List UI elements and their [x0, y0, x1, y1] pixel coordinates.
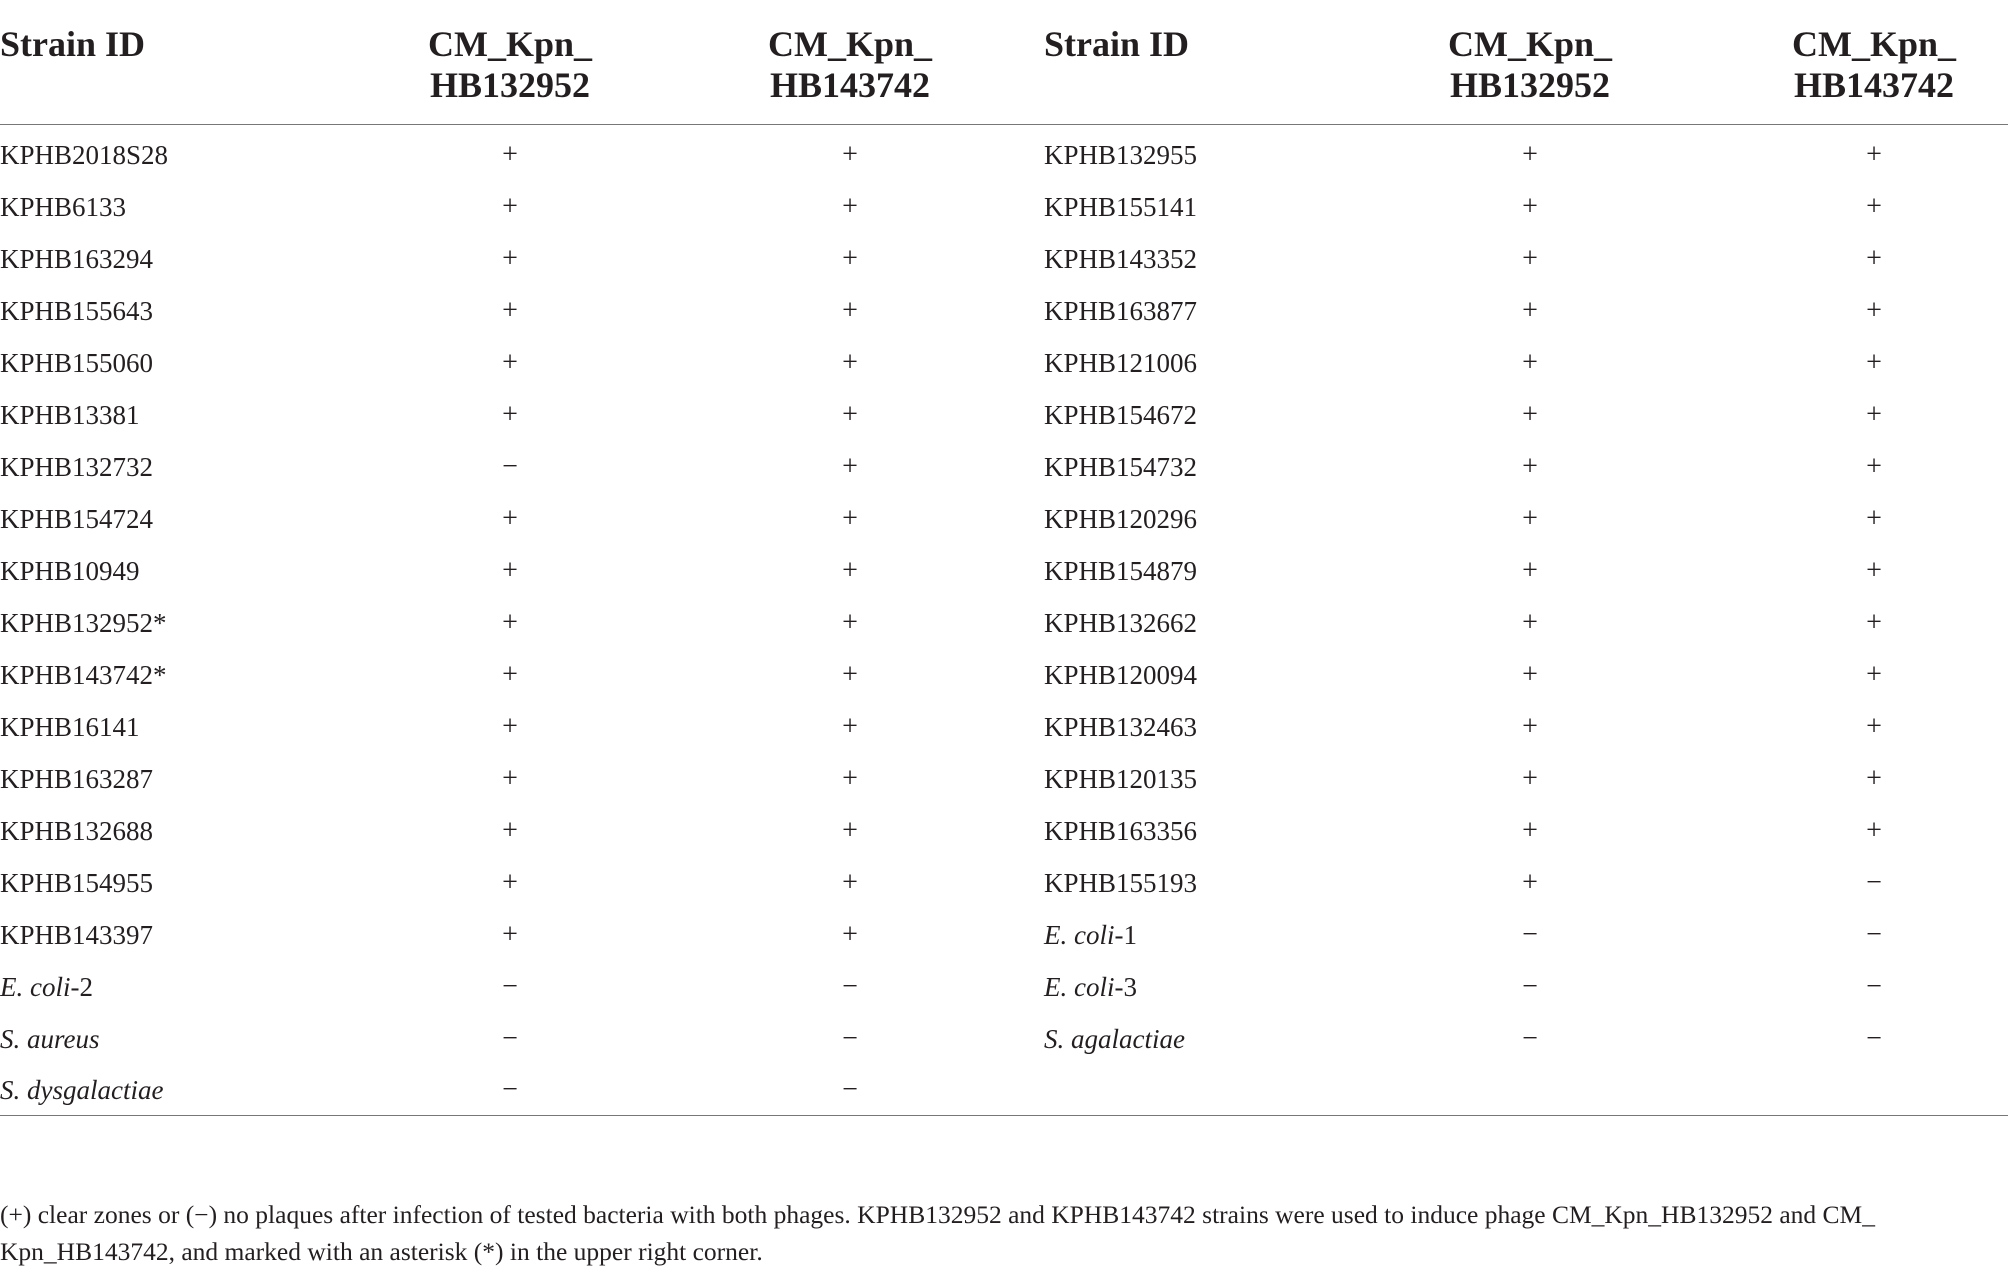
strain-id-text: KPHB163356 — [1044, 815, 1198, 846]
table-row — [0, 493, 2008, 545]
result-hb132952-left: + — [502, 503, 518, 534]
table-header — [0, 0, 2008, 125]
result-hb143742-right: + — [1866, 191, 1882, 222]
r-strain-id-cell — [1020, 285, 1360, 337]
l-strain-id-cell — [0, 1065, 340, 1116]
strain-id-text: KPHB132662 — [1044, 607, 1198, 638]
l-strain-id-cell — [0, 909, 340, 961]
l-strain-id-cell — [0, 961, 340, 1013]
header-phage-hb132952-right: CM_Kpn_ HB132952 — [1360, 0, 1700, 125]
l-strain-id-cell — [0, 597, 340, 649]
strain-species-name: E. coli — [0, 971, 71, 1002]
header-strain-id-right: Strain ID — [1020, 0, 1360, 125]
table-row — [0, 545, 2008, 597]
l-strain-id-cell — [0, 441, 340, 493]
result-hb143742-right: + — [1866, 347, 1882, 378]
table-row — [0, 125, 2008, 182]
l-strain-id-cell — [0, 805, 340, 857]
result-hb143742-right: + — [1866, 763, 1882, 794]
table-row — [0, 1013, 2008, 1065]
result-hb132952-left: + — [502, 815, 518, 846]
table-row — [0, 441, 2008, 493]
strain-id-text: KPHB154672 — [1044, 399, 1198, 430]
result-hb143742-left: + — [842, 919, 858, 950]
result-hb143742-left: + — [842, 347, 858, 378]
result-hb143742-left: + — [842, 867, 858, 898]
table-row — [0, 805, 2008, 857]
strain-id-text: KPHB154955 — [0, 867, 154, 898]
table-row — [0, 285, 2008, 337]
table-row — [0, 961, 2008, 1013]
strain-suffix: -3 — [1114, 971, 1137, 1002]
result-hb143742-left: + — [842, 763, 858, 794]
strain-id-text: KPHB155643 — [0, 295, 154, 326]
table-row — [0, 1065, 2008, 1116]
table-row — [0, 181, 2008, 233]
footnote-line-1: (+) clear zones or (−) no plaques after infection of tested bacteria with both phages. KPHB132952 and KPHB143742 strains were used to induce phage CM_Kpn_HB132952 and CM_ — [0, 1200, 1875, 1229]
l-strain-id-cell — [0, 1013, 340, 1065]
result-hb132952-left: − — [340, 1065, 680, 1116]
result-hb132952-left: + — [502, 399, 518, 430]
result-hb132952-right: − — [1522, 1023, 1538, 1054]
strain-id-text: KPHB132688 — [0, 815, 154, 846]
table-body — [0, 125, 2008, 1116]
result-hb132952-left: − — [502, 1023, 518, 1054]
r-strain-id-cell — [1020, 545, 1360, 597]
result-hb143742-left: + — [842, 711, 858, 742]
r-strain-id-cell — [1020, 649, 1360, 701]
strain-id-text: KPHB154724 — [0, 503, 154, 534]
strain-species-name: S. dysgalactiae — [0, 1074, 164, 1105]
result-hb143742-right: − — [1866, 971, 1882, 1002]
strain-id-text: KPHB120135 — [1044, 763, 1198, 794]
result-hb143742-left: + — [842, 815, 858, 846]
result-hb132952-right: + — [1522, 763, 1538, 794]
result-hb143742-left: + — [842, 191, 858, 222]
l-strain-id-cell — [0, 389, 340, 441]
r-strain-id-cell — [1020, 805, 1360, 857]
result-hb143742-right: + — [1866, 607, 1882, 638]
result-hb143742-right: + — [1866, 399, 1882, 430]
result-hb143742-left: + — [842, 607, 858, 638]
l-strain-id-cell — [0, 649, 340, 701]
r-strain-id-cell — [1020, 337, 1360, 389]
table-row — [0, 857, 2008, 909]
result-hb143742-left: − — [842, 1023, 858, 1054]
result-hb132952-left: + — [502, 191, 518, 222]
result-hb132952-left: + — [502, 659, 518, 690]
result-hb132952-right: + — [1522, 867, 1538, 898]
result-hb132952-left: + — [502, 347, 518, 378]
result-hb143742-right: + — [1866, 139, 1882, 170]
strain-id-text: KPHB10949 — [0, 555, 140, 586]
result-hb132952-left: + — [502, 867, 518, 898]
result-hb132952-right: + — [1522, 191, 1538, 222]
strain-species-name: E. coli — [1044, 919, 1115, 950]
strain-suffix: -2 — [70, 971, 93, 1002]
l-strain-id-cell — [0, 337, 340, 389]
result-hb132952-right: + — [1522, 139, 1538, 170]
strain-species-name: S. agalactiae — [1044, 1023, 1185, 1054]
r-strain-id-cell — [1020, 1013, 1360, 1065]
result-hb143742-right: + — [1866, 555, 1882, 586]
table-footnote — [0, 1196, 2000, 1270]
result-hb143742-left: + — [842, 295, 858, 326]
r-strain-id-cell — [1020, 597, 1360, 649]
strain-id-text: KPHB6133 — [0, 191, 127, 222]
result-hb132952-right: + — [1522, 555, 1538, 586]
strain-id-text: KPHB13381 — [0, 399, 140, 430]
table-row — [0, 753, 2008, 805]
strain-id-text: KPHB132952* — [0, 607, 167, 638]
l-strain-id-cell — [0, 233, 340, 285]
strain-id-text: KPHB143742* — [0, 659, 167, 690]
l-strain-id-cell — [0, 857, 340, 909]
l-strain-id-cell — [0, 493, 340, 545]
r-strain-id-cell — [1020, 909, 1360, 961]
r-strain-id-cell — [1020, 389, 1360, 441]
strain-id-text: KPHB155141 — [1044, 191, 1198, 222]
table-row — [0, 337, 2008, 389]
result-hb143742-right: + — [1866, 711, 1882, 742]
result-hb132952-left: + — [502, 243, 518, 274]
result-hb132952-right: + — [1522, 659, 1538, 690]
strain-id-text: KPHB155060 — [0, 347, 154, 378]
result-hb132952-left: + — [502, 555, 518, 586]
result-hb132952-left: + — [502, 763, 518, 794]
table-row — [0, 909, 2008, 961]
r-strain-id-cell — [1020, 701, 1360, 753]
result-hb143742-left: − — [842, 971, 858, 1002]
result-hb143742-left: + — [842, 399, 858, 430]
r-strain-id-cell — [1020, 753, 1360, 805]
result-hb132952-right: + — [1522, 243, 1538, 274]
result-hb132952-left: + — [502, 919, 518, 950]
result-hb132952-left: − — [502, 971, 518, 1002]
strain-id-text: KPHB143352 — [1044, 243, 1198, 274]
strain-id-text: KPHB155193 — [1044, 867, 1198, 898]
result-hb132952-right: − — [1522, 919, 1538, 950]
result-hb132952-right: + — [1522, 503, 1538, 534]
header-phage-hb132952-left: CM_Kpn_ HB132952 — [340, 0, 680, 125]
strain-id-text: KPHB120296 — [1044, 503, 1198, 534]
strain-id-text: KPHB154732 — [1044, 451, 1198, 482]
table-row — [0, 389, 2008, 441]
strain-id-text: KPHB121006 — [1044, 347, 1198, 378]
result-hb132952-right: + — [1522, 451, 1538, 482]
r-strain-id-cell — [1020, 857, 1360, 909]
r-strain-id-cell — [1020, 1065, 1360, 1116]
result-hb143742-right: − — [1866, 1023, 1882, 1054]
result-hb143742-left: + — [842, 555, 858, 586]
result-hb143742-left: + — [842, 451, 858, 482]
result-hb132952-left: + — [502, 711, 518, 742]
table-row — [0, 233, 2008, 285]
header-phage-hb143742-right: CM_Kpn_ HB143742 — [1700, 0, 2008, 125]
result-hb143742-left: − — [680, 1065, 1020, 1116]
strain-id-text: KPHB120094 — [1044, 659, 1198, 690]
result-hb132952-right: + — [1522, 347, 1538, 378]
l-strain-id-cell — [0, 545, 340, 597]
result-hb143742-right: + — [1866, 451, 1882, 482]
strain-id-text: KPHB132955 — [1044, 139, 1198, 170]
table-row — [0, 649, 2008, 701]
strain-id-text: KPHB2018S28 — [0, 139, 169, 170]
strain-id-text: KPHB143397 — [0, 919, 154, 950]
r-strain-id-cell — [1020, 493, 1360, 545]
footnote-line-2: Kpn_HB143742, and marked with an asterisk (*) in the upper right corner. — [0, 1237, 763, 1266]
strain-id-text: KPHB163287 — [0, 763, 154, 794]
strain-id-text: KPHB154879 — [1044, 555, 1198, 586]
result-hb132952-left: + — [502, 139, 518, 170]
result-hb132952-right: − — [1522, 971, 1538, 1002]
r-strain-id-cell — [1020, 233, 1360, 285]
result-hb132952-right: + — [1522, 815, 1538, 846]
result-hb143742-right: − — [1866, 867, 1882, 898]
table-row — [0, 701, 2008, 753]
l-strain-id-cell — [0, 181, 340, 233]
result-hb132952-right: + — [1522, 711, 1538, 742]
result-hb132952-right: + — [1522, 295, 1538, 326]
result-hb143742-right: + — [1866, 243, 1882, 274]
result-hb132952-right: + — [1522, 399, 1538, 430]
result-hb132952-left: + — [502, 295, 518, 326]
r-strain-id-cell — [1020, 961, 1360, 1013]
r-strain-id-cell — [1020, 181, 1360, 233]
strain-species-name: S. aureus — [0, 1023, 100, 1054]
result-hb143742-left: + — [842, 503, 858, 534]
strain-id-text: KPHB163877 — [1044, 295, 1198, 326]
table-row — [0, 597, 2008, 649]
header-phage-hb143742-left: CM_Kpn_ HB143742 — [680, 0, 1020, 125]
strain-id-text: KPHB132463 — [1044, 711, 1198, 742]
result-hb143742-left: + — [842, 243, 858, 274]
result-hb143742-right: − — [1866, 919, 1882, 950]
result-hb143742-right: + — [1866, 815, 1882, 846]
result-hb143742-right: + — [1866, 295, 1882, 326]
strain-id-text: KPHB163294 — [0, 243, 154, 274]
result-hb132952-right — [1360, 1065, 1700, 1116]
header-strain-id-left: Strain ID — [0, 0, 340, 125]
result-hb132952-right: + — [1522, 607, 1538, 638]
result-hb143742-right: + — [1866, 659, 1882, 690]
result-hb143742-right — [1700, 1065, 2008, 1116]
strain-id-text: KPHB16141 — [0, 711, 140, 742]
l-strain-id-cell — [0, 285, 340, 337]
strain-species-name: E. coli — [1044, 971, 1115, 1002]
strain-suffix: -1 — [1114, 919, 1137, 950]
strain-id-text: KPHB132732 — [0, 451, 154, 482]
result-hb143742-right: + — [1866, 503, 1882, 534]
l-strain-id-cell — [0, 701, 340, 753]
result-hb132952-left: − — [502, 451, 518, 482]
result-hb143742-left: + — [842, 659, 858, 690]
result-hb132952-left: + — [502, 607, 518, 638]
l-strain-id-cell — [0, 753, 340, 805]
r-strain-id-cell — [1020, 125, 1360, 182]
result-hb143742-left: + — [842, 139, 858, 170]
r-strain-id-cell — [1020, 441, 1360, 493]
l-strain-id-cell — [0, 125, 340, 182]
